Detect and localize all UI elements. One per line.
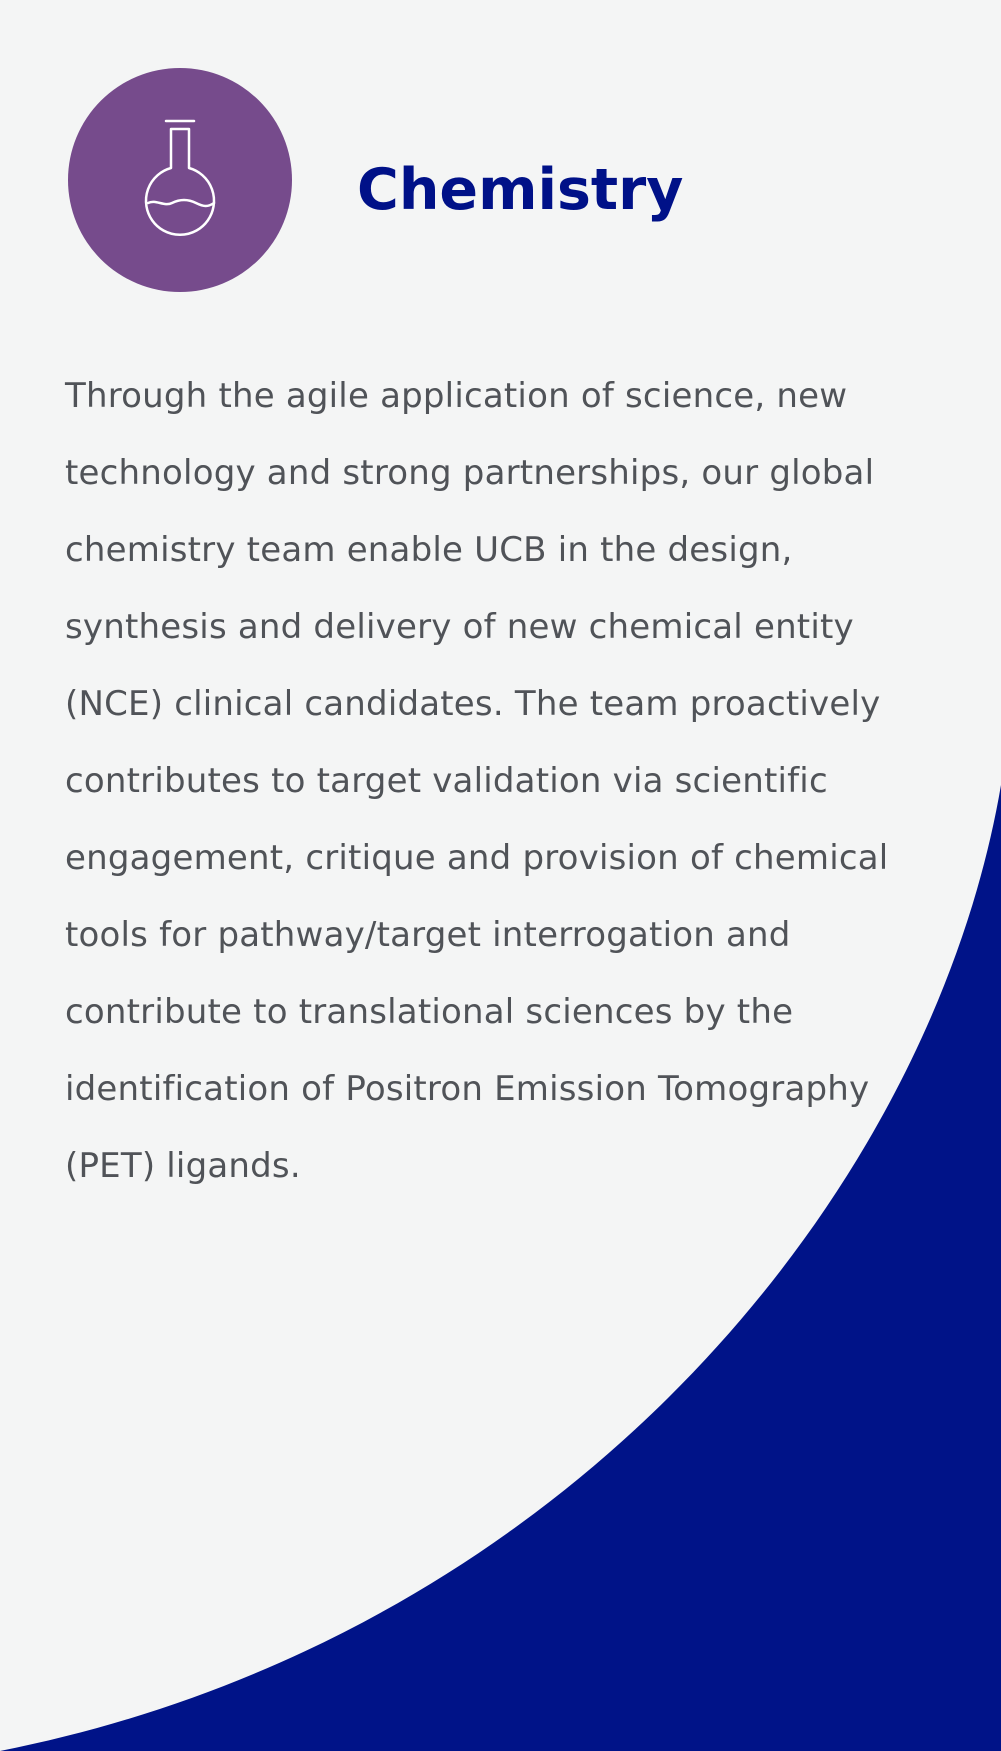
- page-title: Chemistry: [357, 157, 684, 223]
- description-paragraph: Through the agile application of science, new technology and strong partnerships, our global chemistry team enable UCB in the design, synthesis and delivery of new chemical entity (NCE) clinical candidates. The team proactively contributes to target validation via scientific engagement, critique and provision of chemical tools for pathway/target interrogation and contribute to translational sciences by the identification of Positron Emission Tomography (PET) ligands.: [65, 376, 889, 1186]
- flask-icon: [68, 68, 292, 292]
- chemistry-icon-badge: [68, 68, 292, 292]
